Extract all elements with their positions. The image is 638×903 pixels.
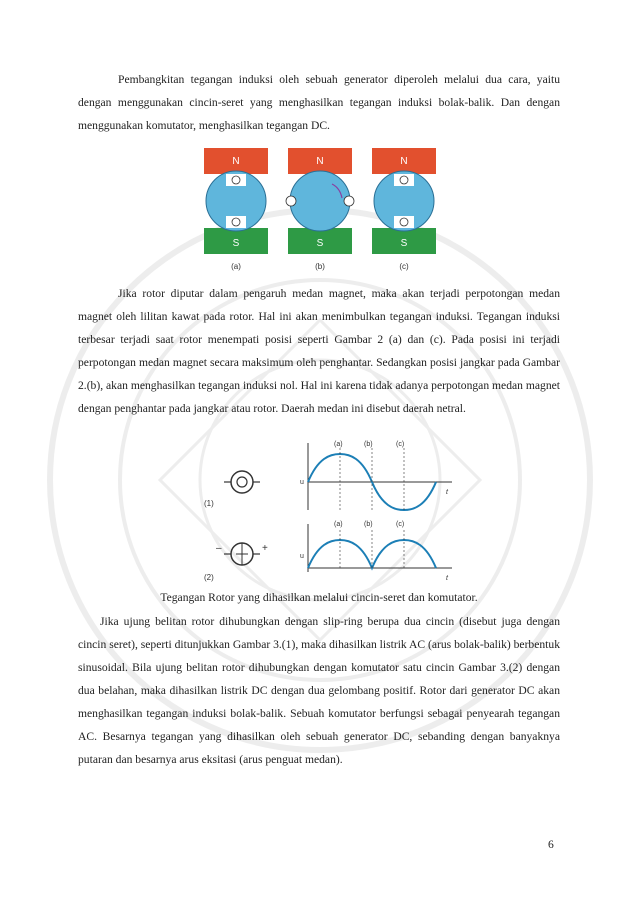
marker-label: (b) [364,441,373,448]
conductor-right-icon [344,196,354,206]
paragraph-2: Jika rotor diputar dalam pengaruh medan magnet, maka akan terjadi perpotongan medan magnet oleh lilitan kawat pada rotor. Hal ini akan menimbulkan tegangan induksi. Tegangan induksi terbesar terjadi saat rotor menempati posisi seperti Gambar 2 (a) dan (c). Pada posisi ini terjadi perpotongan medan magnet secara maksimum oleh penghantar. Sedangkan posisi jangkar pada Gambar 2.(b), akan menghasilkan tegangan induksi nol. Hal ini karena tidak adanya perpotongan medan magnet dengan penghantar pada jangkar atau rotor. Daerah medan ini disebut daerah netral. [78,287,560,415]
conductor-out-icon [232,176,240,184]
rotor-panel-a [204,148,268,271]
figure-3-waveforms [200,438,470,588]
conductor-left-icon [286,196,296,206]
figure-3-caption: Tegangan Rotor yang dihasilkan melalui cincin-seret dan komutator. [160,591,478,604]
paragraph-1: Pembangkitan tegangan induksi oleh sebuah generator diperoleh melalui dua cara, yaitu dengan menggunakan cincin-seret yang menghasilkan tegangan induksi bolak-balik. Dan dengan menggunakan komutator, menghasilkan tegangan DC. [78,73,560,132]
panel-label: (a) [231,262,241,271]
row-label: (2) [204,573,214,582]
figure-2-rotor-positions [200,146,440,276]
south-label: S [232,238,240,249]
row-2-commutator [204,521,452,582]
y-axis-label: u [300,479,304,486]
marker-label: (a) [334,521,343,528]
minus-sign: – [216,543,222,554]
conductor-in-icon [400,176,408,184]
panel-label: (c) [399,262,409,271]
rotor-panel-b [286,148,354,271]
conductor-out-icon [400,218,408,226]
conductor-in-icon [232,218,240,226]
south-label: S [316,238,324,249]
rotor-panel-c [372,148,436,271]
page-number: 6 [548,838,554,851]
marker-label: (c) [396,441,405,448]
paragraph-3: Jika ujung belitan rotor dihubungkan dengan slip-ring berupa dua cincin (disebut juga dengan cincin seret), seperti ditunjukkan Gambar 3.(1), maka dihasilkan listrik AC (arus bolak-balik) berbentuk sinusoidal. Bila ujung belitan rotor dihubungkan dengan komutator satu cincin Gambar 3.(2) dengan dua belahan, maka dihasilkan listrik DC dengan dua gelombang positif. Rotor dari generator DC akan menghasilkan tegangan induksi bolak-balik. Sebuah komutator berfungsi sebagai penyearah tegangan AC. Besarnya tegangan yang dihasilkan oleh sebuah generator DC, sebanding dengan banyaknya putaran dan besarnya arus eksitasi (arus penguat medan). [78,615,560,766]
north-label: N [400,156,408,167]
rotor [290,171,350,231]
north-label: N [232,156,240,167]
x-axis-label: t [446,489,448,496]
plus-sign: + [262,543,268,554]
marker-label: (b) [364,521,373,528]
slip-ring-icon [231,471,253,493]
x-axis-label: t [446,575,448,582]
slip-ring-inner [237,477,247,487]
row-label: (1) [204,499,214,508]
y-axis-label: u [300,553,304,560]
marker-label: (a) [334,441,343,448]
panel-label: (b) [315,262,325,271]
marker-label: (c) [396,521,405,528]
south-label: S [400,238,408,249]
row-1-slip-ring [204,441,452,510]
north-label: N [316,156,324,167]
